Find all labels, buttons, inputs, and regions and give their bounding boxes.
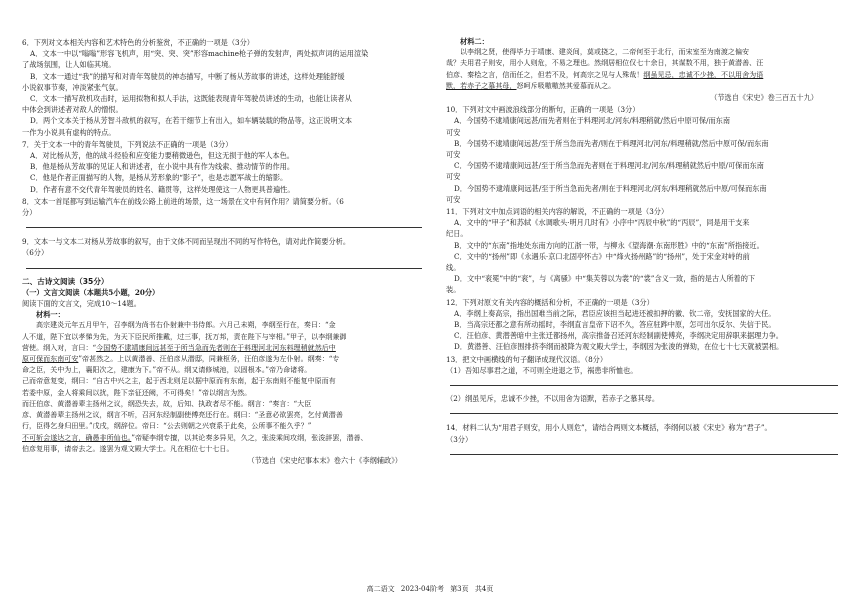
material1-line: [22, 343, 426, 354]
q10-option-c-cont: 可安: [446, 172, 461, 182]
footer-total-pages: 共4页: [474, 585, 494, 593]
spacer: [446, 414, 842, 421]
q10-option-d-cont: 可安: [446, 194, 461, 204]
material1-line: 伯彦复用事，请帝去之。遂罢为观文殿大学士。凡在相位七十七日。: [22, 444, 234, 453]
underlined-sentence: 不可斩会遂达之言，确愚非所仙也。: [22, 433, 132, 442]
spacer: [22, 269, 426, 276]
material1-source: （节选自《宋史纪事本末》卷六十《李纲辅政》）: [247, 455, 402, 465]
q13-sentence-1: （1）吾知尽事君之道，不可则全进退之节，祸患非所恤也。: [446, 365, 638, 375]
reading-instruction: 阅读下面的文言文，完成10～14题。: [22, 299, 141, 309]
material1-label: 材料一：: [36, 310, 65, 320]
q6-option-a: A．文本一中以“嗡嗡”形容飞机声，用“突、突、突”形容machine枪子弹的发射声，两处拟声词的运用渲染: [30, 49, 369, 59]
material1-text: 专: [332, 355, 340, 364]
q6-option-d-cont: 一作为小说具有虚构的特点。: [22, 127, 116, 137]
q11-option-d-cont: 装。: [446, 285, 461, 295]
q14-stem-cont: （3分）: [446, 434, 473, 444]
q10-option-b-cont: 可安: [446, 150, 461, 160]
q6-option-a-cont: 了战场氛围，让人如临其境。: [22, 60, 116, 70]
q11-option-a: A．文中的“甲子”和苏轼《水调歌头·明月几时有》小序中“丙辰中秋”的“丙辰”，同是用干支来: [454, 218, 750, 228]
q11-option-c-cont: 线。: [446, 263, 461, 273]
q9-answer-line[interactable]: [26, 259, 422, 269]
q6-option-d: D．两个文本关于杨从芳智斗敌机的叙写，在若干细节上有出入，如车辆装载的物品等，这正说明文本: [30, 116, 353, 126]
q12-option-d: D．黄潜善、汪伯彦围排挤李纲而被降为观文殿大学士，李纲因为张浚的弹劾，在位七十七天就被罢相。: [454, 342, 784, 352]
material1-text: ”帝疑李纲专擅，以其论奏多异见，久之，张浚乘间攻纲，张浚辞罢，潜善、: [131, 433, 368, 442]
q7-stem: 7．关于文本一中的青年驾驶员，下列说法不正确的一项是（3分）: [22, 139, 233, 149]
q8-stem-cont: 分）: [22, 208, 37, 218]
q11-option-c: C．文中的“扬州”即《永遇乐·京口北固亭怀古》中“烽火扬州路”的“扬州”，处于宋金对峙的前: [454, 251, 750, 261]
material1-text: 营使。纲入对，言曰：“: [22, 343, 97, 352]
material1-line: [22, 354, 426, 365]
section-title: 二、古诗文阅读（35分）: [22, 276, 109, 286]
material1-line: 高宗建炎元年五月甲午，召李纲为尚书右仆射兼中书侍郎。六月己未朔，李纲至行在，奏曰：“金: [36, 321, 336, 330]
q14-stem: 14．材料二认为“用君子则安，用小人则危”，请结合两则文本概括，李纲何以被《宋史》称为“君子”。: [446, 423, 772, 433]
material1-line: 人不道，陛下宜以孝悌为先，为天下臣民所推戴，过三事，抚万邦，责在陛下与宰相。”甲子，以李纲兼御: [22, 332, 347, 341]
q6-option-b: B．文本一通过“我”的描写和对青年驾驶员的神态描写，中断了杨从芳故事的讲述，这样处理能舒缓: [30, 71, 345, 81]
q6-option-b-cont: 小说叙事节奏，冲淡紧张气氛。: [22, 82, 123, 92]
underlined-sentence: 默，若赤子之慕其母，: [446, 81, 517, 90]
subsection-title: （一）文言文阅读（本题共5小题，20分）: [22, 287, 160, 297]
material1-line: 彦、黄潜善辈主扬州之议，纲言不听，召河东经制副使傅亮还行在。纲曰：“圣意必欲罢亮，乞付黄潜善: [22, 411, 343, 420]
material1-text: ”帝甚然之。上以黄潜善、汪伯彦从潜邸，同兼枢务，汪伯彦遂为左仆射。纲奏：“: [78, 355, 333, 364]
material1-line: 行，臣得乞身归田里。”戊戌，纲辞位。帝曰：“公去则朝之兴衰系于此矣，公所事不能久乎？”: [22, 422, 312, 431]
material2-line: 以李纲之贤，使得毕力于靖康、建炎间，莫或挠之，二帝何至于北行，而宋室至为南渡之偏安: [460, 48, 750, 57]
q14-answer-line[interactable]: [450, 445, 838, 455]
q6-stem: 6．下列对文本相关内容和艺术特色的分析鉴赏，不正确的一项是（3分）: [22, 38, 254, 47]
footer-exam: 2023-04阶考: [400, 585, 444, 593]
page-footer: [0, 584, 860, 595]
wavy-underlined-text: 今国势不逮靖康间远甚至于所当急而先者则在于料理河北河东料理稍就然后中: [96, 343, 336, 352]
q10-option-a: A．今国势不逮靖康间远甚/而先者则在于料理河北/河东/料理稍就/然后中原可保/而东南: [454, 116, 731, 126]
q6-option-c-cont: 中体会到讲述者对敌人的憎恨。: [22, 105, 123, 115]
material2-line: 哉？夫用君子则安，用小人则危，不易之理也。然纲居相位仅七十余日，其谋数不用，独于黄潜善、汪: [446, 59, 764, 68]
q10-stem: 10．下列对文中画波浪线部分的断句，正确的一项是（3分）: [446, 105, 640, 115]
q13-stem: 13．把文中画横线的句子翻译成现代汉语。（8分）: [446, 354, 608, 364]
right-column: [446, 36, 842, 455]
footer-page-number: 第3页: [450, 585, 469, 593]
material1-line: 而汪伯彦、黄潜善辈主扬州之议，纲恐失去，故，后知、执政者尽不能。纲言：“奏言：“大臣: [22, 399, 312, 408]
material2-label: 材料二：: [460, 37, 489, 46]
q11-option-b: B．文中的“东南”指地处东南方向的江浙一带，与柳永《望海潮·东南形胜》中的“东南”所指接近。: [454, 240, 764, 250]
q13-2-answer-line[interactable]: [450, 404, 838, 414]
q12-stem: 12．下列对原文有关内容的概括和分析，不正确的一项是（3分）: [446, 297, 654, 307]
left-column: [22, 36, 426, 466]
q10-option-b: B．今国势不逮靖康间远甚/至于所当急而先者/则在于料理河北/河东/料理稍就/然后中原可保/而东南: [454, 138, 769, 148]
q11-stem: 11．下列对文中加点词语的相关内容的解说，不正确的一项是（3分）: [446, 207, 669, 217]
material2-text: 伯彦、秦桧之言，信而任之，但若不及，何高宗之见与人殊哉！: [446, 70, 644, 79]
q8-answer-line[interactable]: [26, 218, 422, 228]
q11-option-d: D．文中“衮冕”中的“衮”，与《离骚》中“集芙蓉以为裳”的“裳”含义一致，指的是古人所着的下: [454, 274, 756, 284]
q7-option-a: A．对比杨从芳，他的战斗经验和应变能力要稍微逊色，但这无损于他的军人本色。: [30, 151, 294, 161]
material1-line: 若委中原，金人将乘间以扰，陛下亲征还阙，不可得矣！”帝以纲言为然。: [22, 388, 252, 397]
q9-stem-cont: （6分）: [22, 248, 49, 258]
footer-subject: 高二语文: [366, 585, 395, 593]
material2-line: [446, 70, 842, 81]
material1-line: 命之臣，关中为上，襄阳次之，建康为下。”帝不从。纲又请修城池，以固根本。”帝乃命诸将。: [22, 366, 312, 375]
q7-option-d: D．作者有意不交代青年驾驶员的姓名、籍贯等，这样处理使这一人物更具普遍性。: [30, 184, 295, 194]
material1-line: [22, 433, 426, 444]
material1-line: 己而帝意复变，纲曰：“自古中兴之主，起于西北则足以据中原而有东南，起于东南则不能复中原而有: [22, 377, 336, 386]
q10-option-a-cont: 可安: [446, 127, 461, 137]
q13-sentence-2: （2）纲虽见斥，忠诚不少挫，不以用舍为语默，若赤子之慕其母。: [446, 394, 660, 404]
q12-option-b: B．当高宗还都之意有所动摇时，李纲直言皇帝下诏不久，答应驻跸中原，怎可出尔反尔、失信于民。: [454, 320, 776, 330]
q12-option-c: C．汪伯彦、黄潜善暗中主张迁都扬州，高宗推备召还河东经制副使傅亮，李纲决定用辞职来据理力争。: [454, 331, 783, 341]
spacer: [446, 386, 842, 393]
q12-option-a: A．李纲上奏高宗，指出国难当前之际，君臣应该担当起进还被扣押的徽、钦二帝，安抚国家的大任。: [454, 308, 776, 318]
q10-option-c: C．今国势不逮靖康间远甚/至于所当急而先者则在于料理河北/河东/料理稍就然后中原/可保而东南: [454, 161, 764, 171]
q9-stem: 9．文本一与文本二对杨从芳故事的叙写，由于文体不同而呈现出不同的写作特色，请对此作简要分析。: [22, 237, 351, 247]
q7-option-c: C．他是作者正面描写的人物，是杨从芳形象的“影子”，也是志愿军战士的缩影。: [30, 173, 288, 183]
q6-option-c: C．文本一描写敌机攻击时，运用拟物和拟人手法，这既能表现青年驾驶员讲述的生动，也能让读者从: [30, 94, 352, 104]
q8-stem: 8．文本一首尾都写到运输汽车在前线公路上前进的场景，这一场景在文中有何作用？请简要分析。（6: [22, 196, 344, 206]
underlined-sentence: 纲虽见忌，忠诚不少挫，不以用舍为语: [643, 70, 764, 79]
wavy-underlined-text: 原可保而东南可安: [22, 355, 79, 364]
q11-option-a-cont: 纪日。: [446, 229, 468, 239]
spacer: [22, 228, 426, 235]
q13-1-answer-line[interactable]: [450, 376, 838, 386]
material2-line: [446, 81, 842, 92]
material2-text: 怒呵斥吸嗷嗷然其爱慕而从之。: [516, 81, 616, 90]
q7-option-b: B．他是杨从芳故事的见证人和讲述者，在小说中具有作为线索、推动情节的作用。: [30, 162, 295, 172]
material2-source: （节选自《宋史》卷三百五十九）: [710, 93, 818, 103]
q10-option-d: D．今国势不逮靖康间远甚/至于所当急而先者/则在于料理河北/河东/料理稍就然后中原/可保而东南: [454, 183, 767, 193]
